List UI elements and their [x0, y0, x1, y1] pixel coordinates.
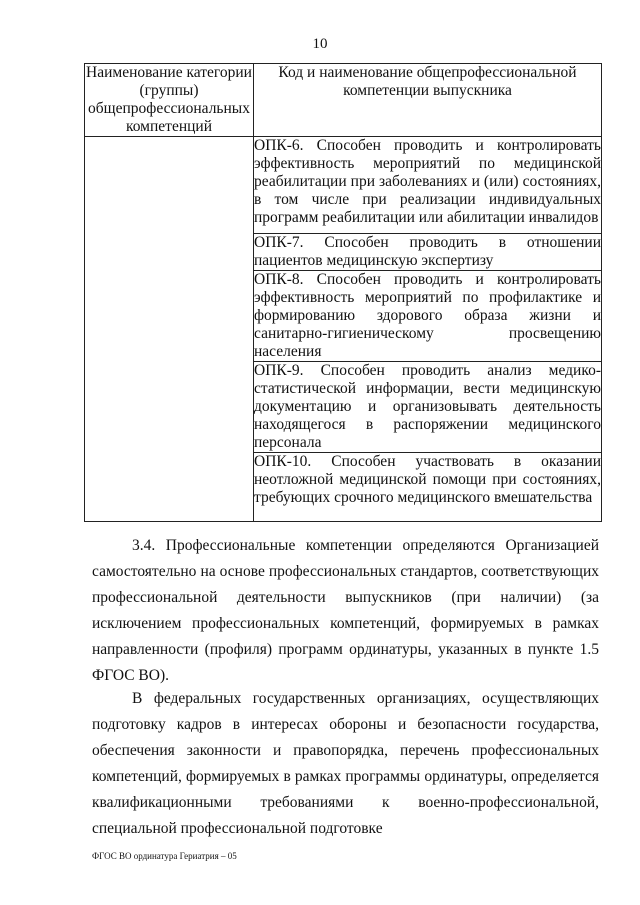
header-category: Наименование категории (группы) общепрофессиональных компетенций [86, 64, 252, 135]
opk-7-cell: ОПК-7. Способен проводить в отношении пациентов медицинскую экспертизу [254, 234, 601, 269]
opk-9-cell: ОПК-9. Способен проводить анализ медико-статистической информации, вести медицинскую документацию и организовывать деятельность находящегося в распоряжении медицинского персонала [254, 362, 601, 451]
paragraph-federal-orgs: В федеральных государственных организациях, осуществляющих подготовку кадров в интересах обороны и безопасности государства, обеспечения законности и правопорядка, перечень профессиональных компетенций, формируемых в рамках программы ординатуры, определяется квалификационными требованиями к военно-профессиональной, специальной профессиональной подготовке [92, 690, 599, 837]
opk-8-cell: ОПК-8. Способен проводить и контролировать эффективность мероприятий по профилактике и формированию здорового образа жизни и санитарно-гигиеническому просвещению населения [254, 271, 601, 360]
opk-10-cell: ОПК-10. Способен участвовать в оказании неотложной медицинской помощи при состояниях, требующих срочного медицинского вмешательства [254, 453, 602, 522]
page-number: 10 [312, 36, 328, 52]
table-header-row [85, 64, 602, 137]
paragraph-3-4: 3.4. Профессиональные компетенции определяются Организацией самостоятельно на основе профессиональных стандартов, соответствующих профессиональной деятельности выпускников (при наличии) (за исключением профессиональных компетенций, формируемых в рамках направленности (профиля) программ ординатуры, указанных в пункте 1.5 ФГОС ВО). [92, 537, 599, 684]
header-code: Код и наименование общепрофессиональной компетенции выпускника [254, 64, 602, 137]
table-row [85, 137, 602, 234]
footer-text: ФГОС ВО ординатура Гериатрия – 05 [92, 851, 237, 861]
category-cell [85, 137, 254, 522]
competencies-table [84, 63, 602, 522]
opk-6-cell: ОПК-6. Способен проводить и контролировать эффективность мероприятий по медицинской реабилитации при заболеваниях и (или) состояниях, в том числе при реализации индивидуальных программ реабилитации или абилитации инвалидов [254, 137, 602, 234]
